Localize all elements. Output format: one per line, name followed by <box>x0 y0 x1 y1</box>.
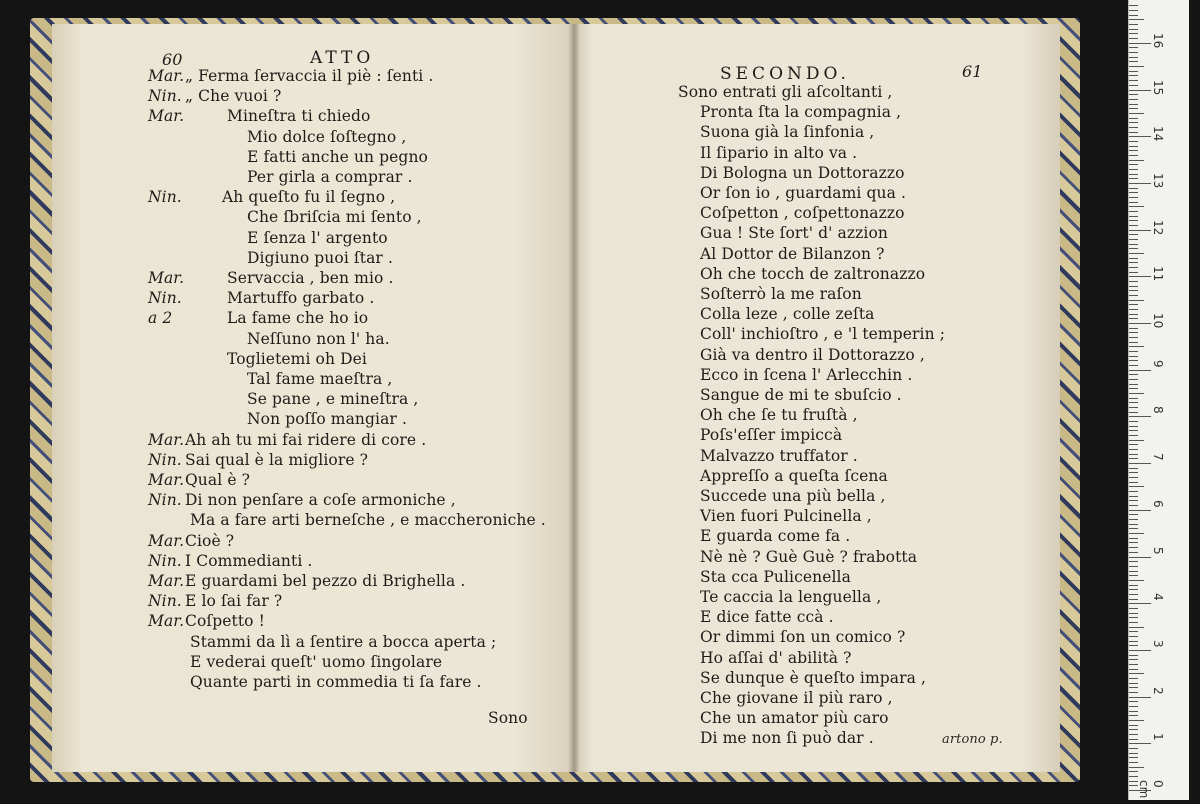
verse-line: Che ſbriſcia mi ſento , <box>247 208 422 227</box>
ruler-tick <box>1129 533 1144 534</box>
ruler-tick <box>1129 71 1138 72</box>
ruler-tick <box>1129 771 1138 772</box>
verse-line: Succede una più bella , <box>700 487 886 505</box>
ruler-tick <box>1129 174 1138 175</box>
ruler-tick <box>1129 379 1138 380</box>
verse-line: Or dimmi ſon un comico ? <box>700 628 906 647</box>
ruler-tick <box>1129 220 1138 221</box>
ruler-tick <box>1129 75 1138 76</box>
ruler-label: 6 <box>1151 499 1165 508</box>
ruler-tick <box>1129 169 1138 170</box>
verse-line: Ma a fare arti berneſche , e maccheroniche . <box>190 511 546 530</box>
measuring-ruler <box>1128 0 1189 800</box>
ruler-label: 13 <box>1151 172 1165 189</box>
ruler-tick <box>1129 669 1138 670</box>
verse-line: Che un amator più caro <box>700 709 889 728</box>
ruler-tick <box>1129 61 1138 62</box>
ruler-tick <box>1129 617 1138 618</box>
ruler-tick <box>1129 613 1138 614</box>
verse-line: Oh che ſe tu fruſtà , <box>700 406 858 425</box>
verse-line: Sai qual è la migliore ? <box>185 450 369 469</box>
verse-line: Già va dentro il Dottorazzo , <box>700 345 925 364</box>
handwritten-annotation: artono p. <box>942 732 1003 747</box>
ruler-tick <box>1129 230 1151 231</box>
ruler-tick <box>1129 697 1151 698</box>
verse-line: Coll' inchioſtro , e 'l temperin ; <box>700 325 946 344</box>
ruler-label: 4 <box>1151 593 1165 601</box>
speaker-label: Mar. <box>148 471 185 489</box>
ruler-tick <box>1129 104 1138 105</box>
ruler-tick <box>1129 762 1138 763</box>
verse-line: Ho aſſai d' abilità ? <box>700 648 852 667</box>
ruler-tick <box>1129 645 1138 646</box>
catchword: Sono <box>488 709 528 727</box>
speaker-label: Nin. <box>148 289 182 308</box>
ruler-tick <box>1129 309 1138 310</box>
speaker-label: Mar. <box>148 269 185 287</box>
verse-line: Di me non ſi può dar . <box>700 729 874 748</box>
ruler-tick <box>1129 440 1144 441</box>
ruler-tick <box>1129 19 1144 20</box>
ruler-tick <box>1129 370 1151 371</box>
ruler-label: 3 <box>1151 639 1165 648</box>
verse-line: E ſenza l' argento <box>247 228 388 247</box>
speaker-label: Nin. <box>148 87 182 106</box>
ruler-tick <box>1129 118 1138 119</box>
ruler-tick <box>1129 384 1138 385</box>
verse-line: Colla leze , colle zeſta <box>700 305 875 324</box>
verse-line: Or ſon io , guardami qua . <box>700 184 906 202</box>
verse-line: Ah queſto fu il ſegno , <box>222 188 396 207</box>
ruler-tick <box>1129 412 1138 413</box>
ruler-tick <box>1129 715 1138 716</box>
verse-line: Sono entrati gli aſcoltanti , <box>678 83 893 101</box>
ruler-tick <box>1129 687 1138 688</box>
ruler-tick <box>1129 407 1138 408</box>
ruler-tick <box>1129 566 1138 567</box>
speaker-label: a 2 <box>148 309 173 328</box>
verse-line: Coſpetto ! <box>185 612 265 631</box>
ruler-tick <box>1129 211 1138 212</box>
ruler-tick <box>1129 38 1138 39</box>
verse-line: E guardami bel pezzo di Brighella . <box>185 572 466 590</box>
ruler-tick <box>1129 776 1138 777</box>
ruler-tick <box>1129 239 1138 240</box>
ruler-tick <box>1129 141 1138 142</box>
verse-line: Non poſſo mangiar . <box>247 410 407 429</box>
ruler-tick <box>1129 580 1144 581</box>
ruler-tick <box>1129 150 1138 151</box>
ruler-tick <box>1129 575 1138 576</box>
ruler-tick <box>1129 589 1138 590</box>
verse-line: Se dunque è queſto impara , <box>700 668 927 687</box>
ruler-tick <box>1129 99 1138 100</box>
ruler-tick <box>1129 398 1138 399</box>
ruler-tick <box>1129 314 1138 315</box>
ruler-tick <box>1129 725 1138 726</box>
ruler-tick <box>1129 393 1144 394</box>
ruler-tick <box>1129 468 1138 469</box>
ruler-tick <box>1129 641 1138 642</box>
verse-line: „ Che vuoi ? <box>185 87 282 106</box>
ruler-tick <box>1129 585 1138 586</box>
verse-line: Soſterrò la me raſon <box>700 285 862 303</box>
ruler-tick <box>1129 43 1151 44</box>
verse-line: Poſs'eſſer impiccà <box>700 426 843 445</box>
ruler-tick <box>1129 94 1138 95</box>
ruler-tick <box>1129 538 1138 539</box>
ruler-tick <box>1129 47 1138 48</box>
verse-line: E vederai queſt' uomo ſingolare <box>190 652 443 671</box>
verse-line: Sangue de mi te sbuſcio . <box>700 386 902 404</box>
verse-line: Oh che tocch de zaltronazzo <box>700 264 926 283</box>
ruler-tick <box>1129 505 1138 506</box>
verse-line: La fame che ho io <box>227 309 369 328</box>
speaker-label: Nin. <box>148 592 182 611</box>
ruler-tick <box>1129 664 1138 665</box>
ruler-tick <box>1129 337 1138 338</box>
ruler-tick <box>1129 113 1144 114</box>
verse-line: I Commedianti . <box>185 551 313 570</box>
ruler-tick <box>1129 323 1151 324</box>
speaker-label: Mar. <box>148 107 185 126</box>
ruler-tick <box>1129 519 1138 520</box>
ruler-tick <box>1129 332 1138 333</box>
ruler-tick <box>1129 342 1138 343</box>
ruler-tick <box>1129 90 1151 91</box>
ruler-tick <box>1129 197 1138 198</box>
left-page <box>52 24 574 772</box>
speaker-label: Nin. <box>148 551 182 570</box>
ruler-tick <box>1129 286 1138 287</box>
ruler-tick <box>1129 444 1138 445</box>
ruler-tick <box>1129 711 1138 712</box>
speaker-label: Mar. <box>148 531 185 550</box>
ruler-tick <box>1129 262 1138 263</box>
ruler-tick <box>1129 421 1138 422</box>
ruler-tick <box>1129 472 1138 473</box>
ruler-tick <box>1129 57 1138 58</box>
ruler-label: 11 <box>1151 266 1165 282</box>
verse-line: Quante parti in commedia ti ſa fare . <box>190 673 482 691</box>
ruler-tick <box>1129 188 1138 189</box>
ruler-tick <box>1129 757 1138 758</box>
speaker-label: Mar. <box>148 67 185 85</box>
ruler-tick <box>1129 603 1151 604</box>
ruler-tick <box>1129 463 1151 464</box>
ruler-tick <box>1129 622 1138 623</box>
ruler-tick <box>1129 753 1138 754</box>
ruler-label: 15 <box>1151 79 1165 95</box>
ruler-tick <box>1129 510 1151 511</box>
ruler-tick <box>1129 164 1138 165</box>
ruler-label: 10 <box>1151 313 1165 329</box>
ruler-tick <box>1129 673 1144 674</box>
ruler-tick <box>1129 706 1138 707</box>
ruler-label: 0 cm <box>1137 780 1165 799</box>
speaker-label: Nin. <box>148 491 182 510</box>
ruler-tick <box>1129 542 1138 543</box>
ruler-tick <box>1129 734 1138 735</box>
verse-line: Tal fame maeſtra , <box>247 370 393 388</box>
ruler-tick <box>1129 514 1138 515</box>
ruler-tick <box>1129 15 1138 16</box>
ruler-tick <box>1129 155 1138 156</box>
ruler-tick <box>1129 356 1138 357</box>
verse-line: Suona già la ſinfonia , <box>700 123 875 142</box>
ruler-tick <box>1129 767 1144 768</box>
ruler-tick <box>1129 253 1144 254</box>
ruler-tick <box>1129 52 1138 53</box>
verse-line: E fatti anche un pegno <box>247 147 428 166</box>
verse-line: Ecco in ſcena l' Arlecchin . <box>700 365 913 384</box>
verse-line: Mineſtra ti chiedo <box>227 107 371 126</box>
ruler-tick <box>1129 449 1138 450</box>
ruler-tick <box>1129 346 1144 347</box>
ruler-tick <box>1129 416 1151 417</box>
ruler-label: 16 <box>1151 32 1165 49</box>
ruler-tick <box>1129 636 1138 637</box>
ruler-tick <box>1129 146 1138 147</box>
ruler-tick <box>1129 678 1138 679</box>
ruler-tick <box>1129 85 1138 86</box>
ruler-label: 5 <box>1151 546 1165 555</box>
verse-line: Ah ah tu mi fai ridere di core . <box>185 430 427 449</box>
ruler-label: 1 <box>1151 733 1165 741</box>
verse-line: Qual è ? <box>185 471 251 489</box>
ruler-tick <box>1129 122 1138 123</box>
ruler-tick <box>1129 295 1138 296</box>
ruler-tick <box>1129 659 1138 660</box>
ruler-tick <box>1129 524 1138 525</box>
ruler-tick <box>1129 234 1138 235</box>
ruler-tick <box>1129 477 1138 478</box>
ruler-tick <box>1129 491 1138 492</box>
verse-line: Martuffo garbato . <box>227 289 375 308</box>
ruler-label: 12 <box>1151 219 1165 235</box>
ruler-tick <box>1129 454 1138 455</box>
ruler-tick <box>1129 435 1138 436</box>
ruler-tick <box>1129 655 1138 656</box>
ruler-tick <box>1129 608 1138 609</box>
right-page-number: 61 <box>962 62 983 81</box>
ruler-tick <box>1129 631 1138 632</box>
ruler-tick <box>1129 720 1144 721</box>
ruler-tick <box>1129 248 1138 249</box>
ruler-tick <box>1129 571 1138 572</box>
ruler-tick <box>1129 24 1138 25</box>
ruler-tick <box>1129 627 1144 628</box>
ruler-tick <box>1129 132 1138 133</box>
ruler-tick <box>1129 80 1138 81</box>
ruler-tick <box>1129 561 1138 562</box>
ruler-tick <box>1129 136 1151 137</box>
verse-line: Gua ! Ste ſort' d' azzion <box>700 224 888 243</box>
ruler-tick <box>1129 552 1138 553</box>
ruler-tick <box>1129 216 1138 217</box>
verse-line: Di non penſare a coſe armoniche , <box>185 491 456 510</box>
ruler-tick <box>1129 547 1138 548</box>
ruler-tick <box>1129 10 1138 11</box>
verse-line: Di Bologna un Dottorazzo <box>700 163 905 182</box>
verse-line: Sta cca Pulicenella <box>700 567 851 586</box>
ruler-tick <box>1129 29 1138 30</box>
ruler-tick <box>1129 402 1138 403</box>
verse-line: Coſpetton , coſpettonazzo <box>700 204 905 223</box>
ruler-tick <box>1129 127 1138 128</box>
verse-line: Servaccia , ben mio . <box>227 269 394 287</box>
ruler-tick <box>1129 557 1151 558</box>
ruler-tick <box>1129 388 1138 389</box>
ruler-tick <box>1129 267 1138 268</box>
ruler-tick <box>1129 365 1138 366</box>
verse-line: Al Dottor de Bilanzon ? <box>700 244 885 263</box>
ruler-tick <box>1129 701 1138 702</box>
ruler-label: 8 <box>1151 406 1165 415</box>
ruler-tick <box>1129 225 1138 226</box>
verse-line: Malvazzo truffator . <box>700 446 858 465</box>
speaker-label: Mar. <box>148 430 185 449</box>
right-page <box>574 24 1060 772</box>
verse-line: Neſſuno non l' ha. <box>247 329 390 348</box>
ruler-tick <box>1129 202 1138 203</box>
ruler-tick <box>1129 33 1138 34</box>
ruler-tick <box>1129 528 1138 529</box>
ruler-tick <box>1129 206 1144 207</box>
ruler-tick <box>1129 328 1138 329</box>
ruler-tick <box>1129 743 1151 744</box>
speaker-label: Mar. <box>148 572 185 590</box>
ruler-label: 9 <box>1151 359 1165 368</box>
verse-line: Toglietemi oh Dei <box>227 349 367 368</box>
verse-line: E lo ſai far ? <box>185 592 283 611</box>
verse-line: Digiuno puoi ſtar . <box>247 248 393 267</box>
ruler-label: 14 <box>1151 126 1165 142</box>
verse-line: Se pane , e mineſtra , <box>247 390 419 409</box>
verse-line: Che giovane il più raro , <box>700 689 893 707</box>
ruler-tick <box>1129 244 1138 245</box>
ruler-tick <box>1129 430 1138 431</box>
ruler-tick <box>1129 66 1144 67</box>
ruler-label: 7 <box>1151 453 1165 461</box>
verse-line: Pronta ſta la compagnia , <box>700 103 902 122</box>
ruler-tick <box>1129 272 1138 273</box>
left-page-number: 60 <box>162 50 183 69</box>
ruler-tick <box>1129 258 1138 259</box>
ruler-tick <box>1129 351 1138 352</box>
ruler-tick <box>1129 729 1138 730</box>
ruler-tick <box>1129 426 1138 427</box>
ruler-label: 2 <box>1151 686 1165 695</box>
ruler-tick <box>1129 599 1138 600</box>
ruler-tick <box>1129 318 1138 319</box>
verse-line: Per girla a comprar . <box>247 168 413 186</box>
ruler-tick <box>1129 192 1138 193</box>
ruler-tick <box>1129 748 1138 749</box>
speaker-label: Nin. <box>148 188 182 207</box>
ruler-tick <box>1129 183 1151 184</box>
ruler-tick <box>1129 650 1151 651</box>
ruler-tick <box>1129 281 1138 282</box>
ruler-tick <box>1129 276 1151 277</box>
book-gutter <box>568 24 580 772</box>
ruler-tick <box>1129 739 1138 740</box>
ruler-tick <box>1129 360 1138 361</box>
verse-line: E dice fatte ccà . <box>700 608 834 627</box>
verse-line: Appreſſo a queſta ſcena <box>700 466 888 485</box>
ruler-tick <box>1129 482 1138 483</box>
ruler-tick <box>1129 683 1138 684</box>
speaker-label: Nin. <box>148 450 182 469</box>
ruler-tick <box>1129 5 1138 6</box>
speaker-label: Mar. <box>148 612 185 631</box>
verse-line: Te caccia la lenguella , <box>700 588 882 606</box>
verse-line: Cioè ? <box>185 531 235 550</box>
ruler-tick <box>1129 594 1138 595</box>
verse-line: „ Ferma ſervaccia il piè : ſenti . <box>185 67 434 85</box>
ruler-tick <box>1129 496 1138 497</box>
ruler-tick <box>1129 374 1138 375</box>
ruler-tick <box>1129 108 1138 109</box>
left-page-header: ATTO <box>310 48 375 68</box>
verse-line: Il ſipario in alto va . <box>700 143 858 162</box>
ruler-tick <box>1129 290 1138 291</box>
verse-line: Mio dolce ſoſtegno , <box>247 127 407 146</box>
ruler-tick <box>1129 300 1144 301</box>
ruler-tick <box>1129 500 1138 501</box>
verse-line: Nè nè ? Guè Guè ? frabotta <box>700 547 918 566</box>
right-page-header: SECONDO. <box>720 64 850 84</box>
ruler-tick <box>1129 304 1138 305</box>
ruler-tick <box>1129 458 1138 459</box>
verse-line: E guarda come fa . <box>700 527 851 546</box>
verse-line: Stammi da lì a ſentire a bocca aperta ; <box>190 632 497 651</box>
ruler-tick <box>1129 178 1138 179</box>
ruler-tick <box>1129 692 1138 693</box>
ruler-tick <box>1129 160 1144 161</box>
verse-line: Vien fuori Pulcinella , <box>700 507 872 526</box>
ruler-tick <box>1129 486 1144 487</box>
